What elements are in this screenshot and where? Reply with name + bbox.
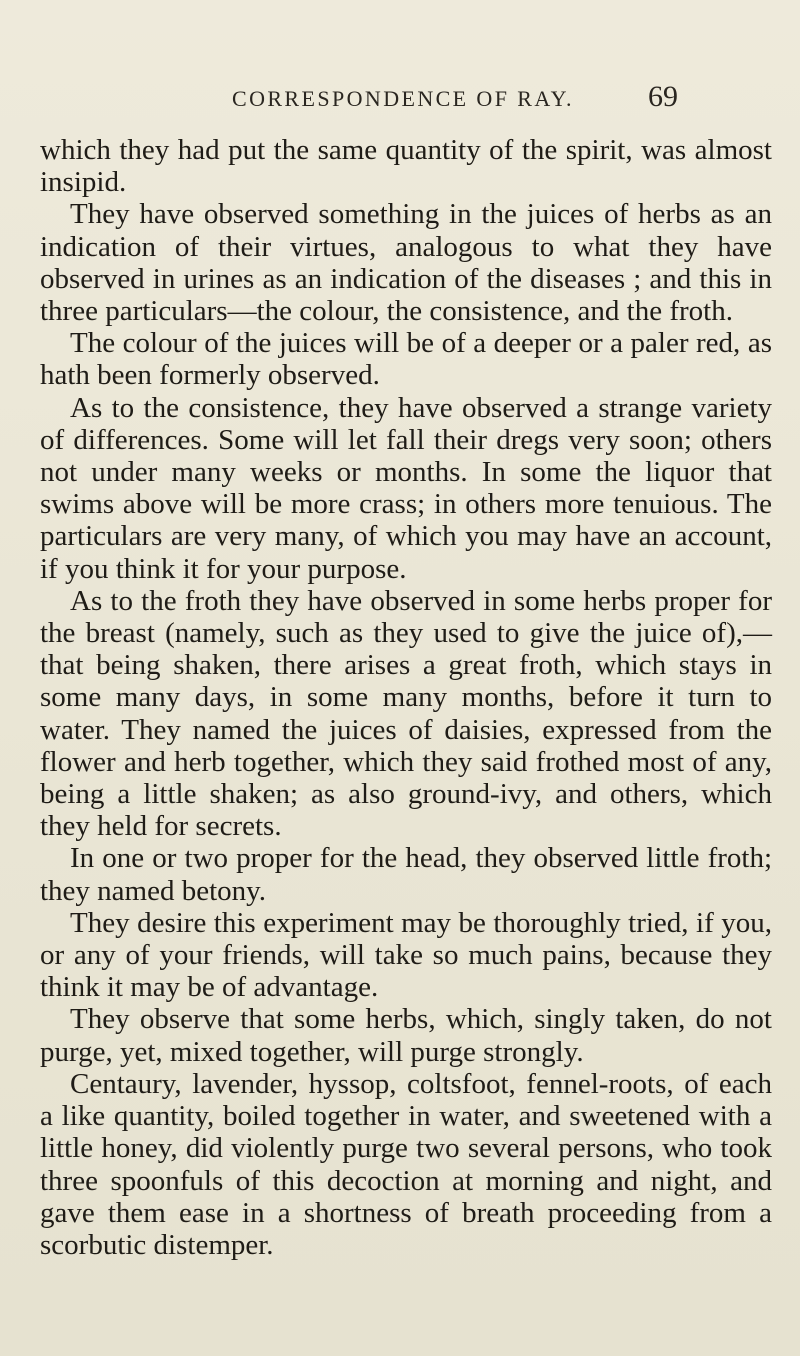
paragraph-experiment: They desire this experiment may be thoroughly tried, if you, or any of your friends, will take so much pains, because they think it may be of advantage.	[40, 906, 772, 1004]
paragraph-centaury: Centaury, lavender, hyssop, coltsfoot, fennel-roots, of each a like quantity, boiled together in water, and sweetened with a little honey, did violently purge two several persons, who took three spoonfuls of this decoction at morning and night, and gave them ease in a shortness of breath proceeding from a scorbutic distemper.	[40, 1067, 772, 1261]
paragraph-colour: The colour of the juices will be of a deeper or a paler red, as hath been formerly observed.	[40, 327, 772, 392]
running-title: CORRESPONDENCE OF RAY.	[232, 86, 574, 111]
paragraph-froth: As to the froth they have observed in some herbs proper for the breast (namely, such as they used to give the juice of),—that being shaken, there arises a great froth, which stays in some many days, in some many months, before it turn to water. They named the juices of daisies, expressed from the flower and herb together, which they said frothed most of any, being a little shaken; as also ground-ivy, and others, which they held for secrets.	[40, 584, 772, 843]
paragraph-continuation: which they had put the same quantity of the spirit, was almost insipid.	[40, 134, 772, 199]
paragraph-juices-indication: They have observed something in the juices of herbs as an indication of their virtues, analogous to what they have observed in urines as an indication of the diseases ; and this in three particulars—the colour, the consistence, and the froth.	[40, 198, 772, 328]
running-head	[0, 80, 800, 120]
page-number: 69	[648, 80, 678, 113]
paragraph-consistence: As to the consistence, they have observed a strange variety of differences. Some will let fall their dregs very soon; others not under many weeks or months. In some the liquor that swims above will be more crass; in others more tenuious. The particulars are very many, of which you may have an account, if you think it for your purpose.	[40, 391, 772, 585]
body-text	[40, 134, 772, 1261]
paragraph-purge: They observe that some herbs, which, singly taken, do not purge, yet, mixed together, will purge strongly.	[40, 1003, 772, 1068]
paragraph-head: In one or two proper for the head, they observed little froth; they named betony.	[40, 842, 772, 907]
